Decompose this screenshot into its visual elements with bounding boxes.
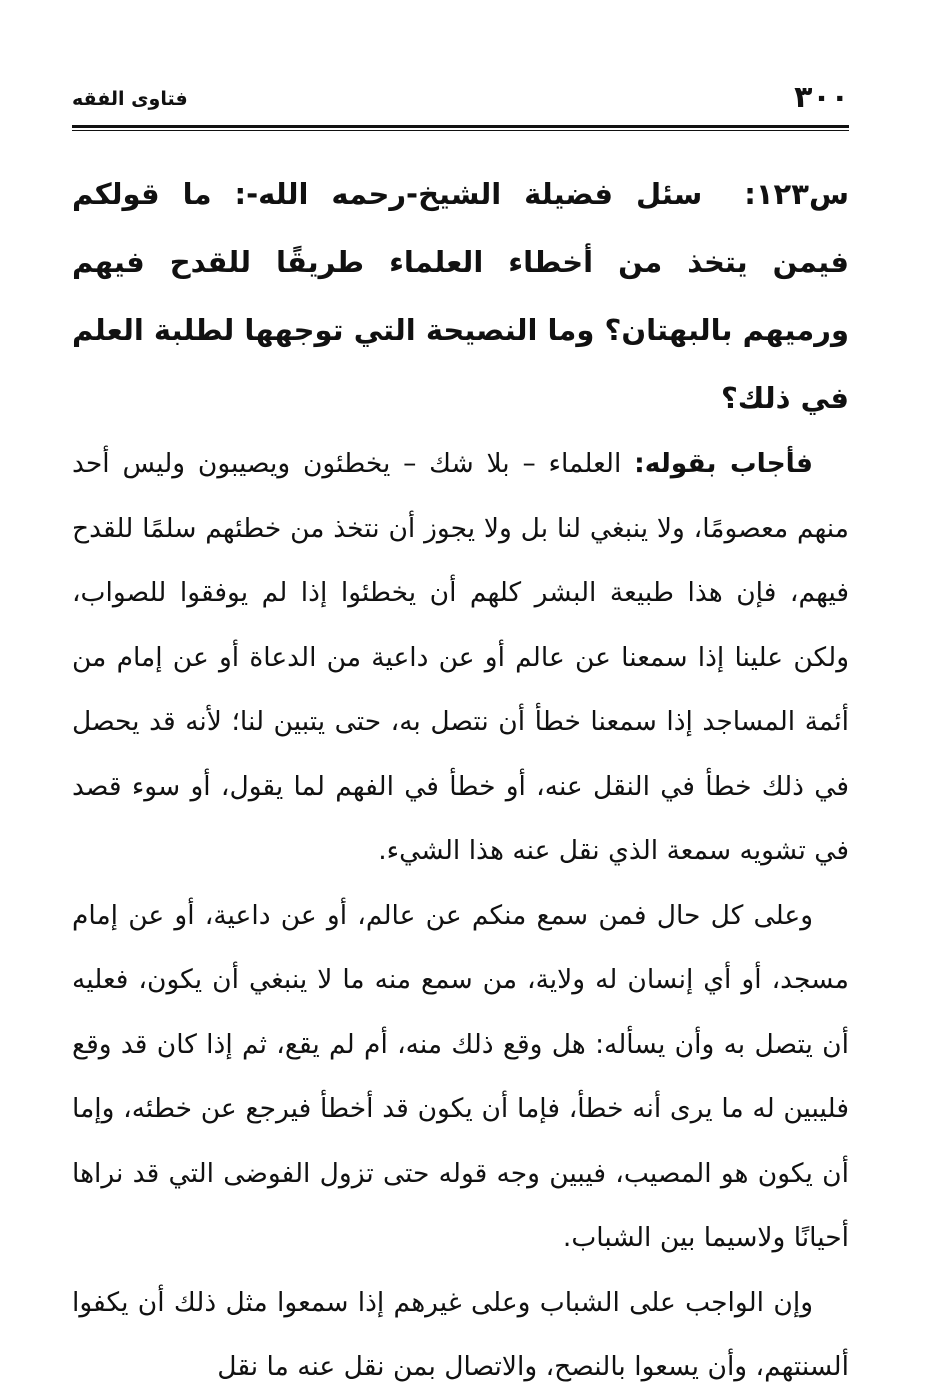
question-text: سئل فضيلة الشيخ-رحمه الله-: ما قولكم فيمن يتخذ من أخطاء العلماء طريقًا للقدح فيهم ورميهم بالبهتان؟ وما النصيحة التي توجهها لطلبة العلم في ذلك؟ (72, 177, 849, 415)
question-paragraph (72, 160, 849, 432)
header-rule-thin (72, 130, 849, 131)
answer-lead: فأجاب بقوله: (634, 448, 813, 479)
answer-paragraph-1 (72, 432, 849, 884)
answer-text-1: العلماء – بلا شك – يخطئون ويصيبون وليس أحد منهم معصومًا، ولا ينبغي لنا بل ولا يجوز أن نتخذ من خطئهم سلمًا للقدح فيهم، فإن هذا طبيعة البشر كلهم أن يخطئوا إذا لم يوفقوا للصواب، ولكن علينا إذا سمعنا عن عالم أو عن داعية من الدعاة أو عن إمام من أئمة المساجد إذا سمعنا خطأ أن نتصل به، حتى يتبين لنا؛ لأنه قد يحصل في ذلك خطأ في النقل عنه، أو خطأ في الفهم لما يقول، أو سوء قصد في تشويه سمعة الذي نقل عنه هذا الشيء. (72, 448, 849, 866)
page-number: ٣٠٠ (794, 80, 849, 115)
answer-paragraph-2 (72, 884, 849, 1271)
header-rule (72, 125, 849, 128)
answer-text-2: وعلى كل حال فمن سمع منكم عن عالم، أو عن داعية، أو عن إمام مسجد، أو أي إنسان له ولاية، من سمع منه ما لا ينبغي أن يكون، فعليه أن يتصل به وأن يسأله: هل وقع ذلك منه، أم لم يقع، ثم إذا كان قد وقع فليبين له ما يرى أنه خطأ، فإما أن يكون قد أخطأ فيرجع عن خطئه، وإما أن يكون هو المصيب، فيبين وجه قوله حتى تزول الفوضى التي قد نراها أحيانًا ولاسيما بين الشباب. (72, 899, 849, 1253)
page-body (72, 160, 849, 1400)
book-title: فتاوى الفقه (72, 88, 188, 110)
page-header (72, 82, 849, 126)
question-number: س١٢٣: (744, 177, 849, 211)
answer-text-3: وإن الواجب على الشباب وعلى غيرهم إذا سمعوا مثل ذلك أن يكفوا ألسنتهم، وأن يسعوا بالنصح، والاتصال بمن نقل عنه ما نقل (72, 1286, 849, 1382)
answer-paragraph-3 (72, 1271, 849, 1400)
